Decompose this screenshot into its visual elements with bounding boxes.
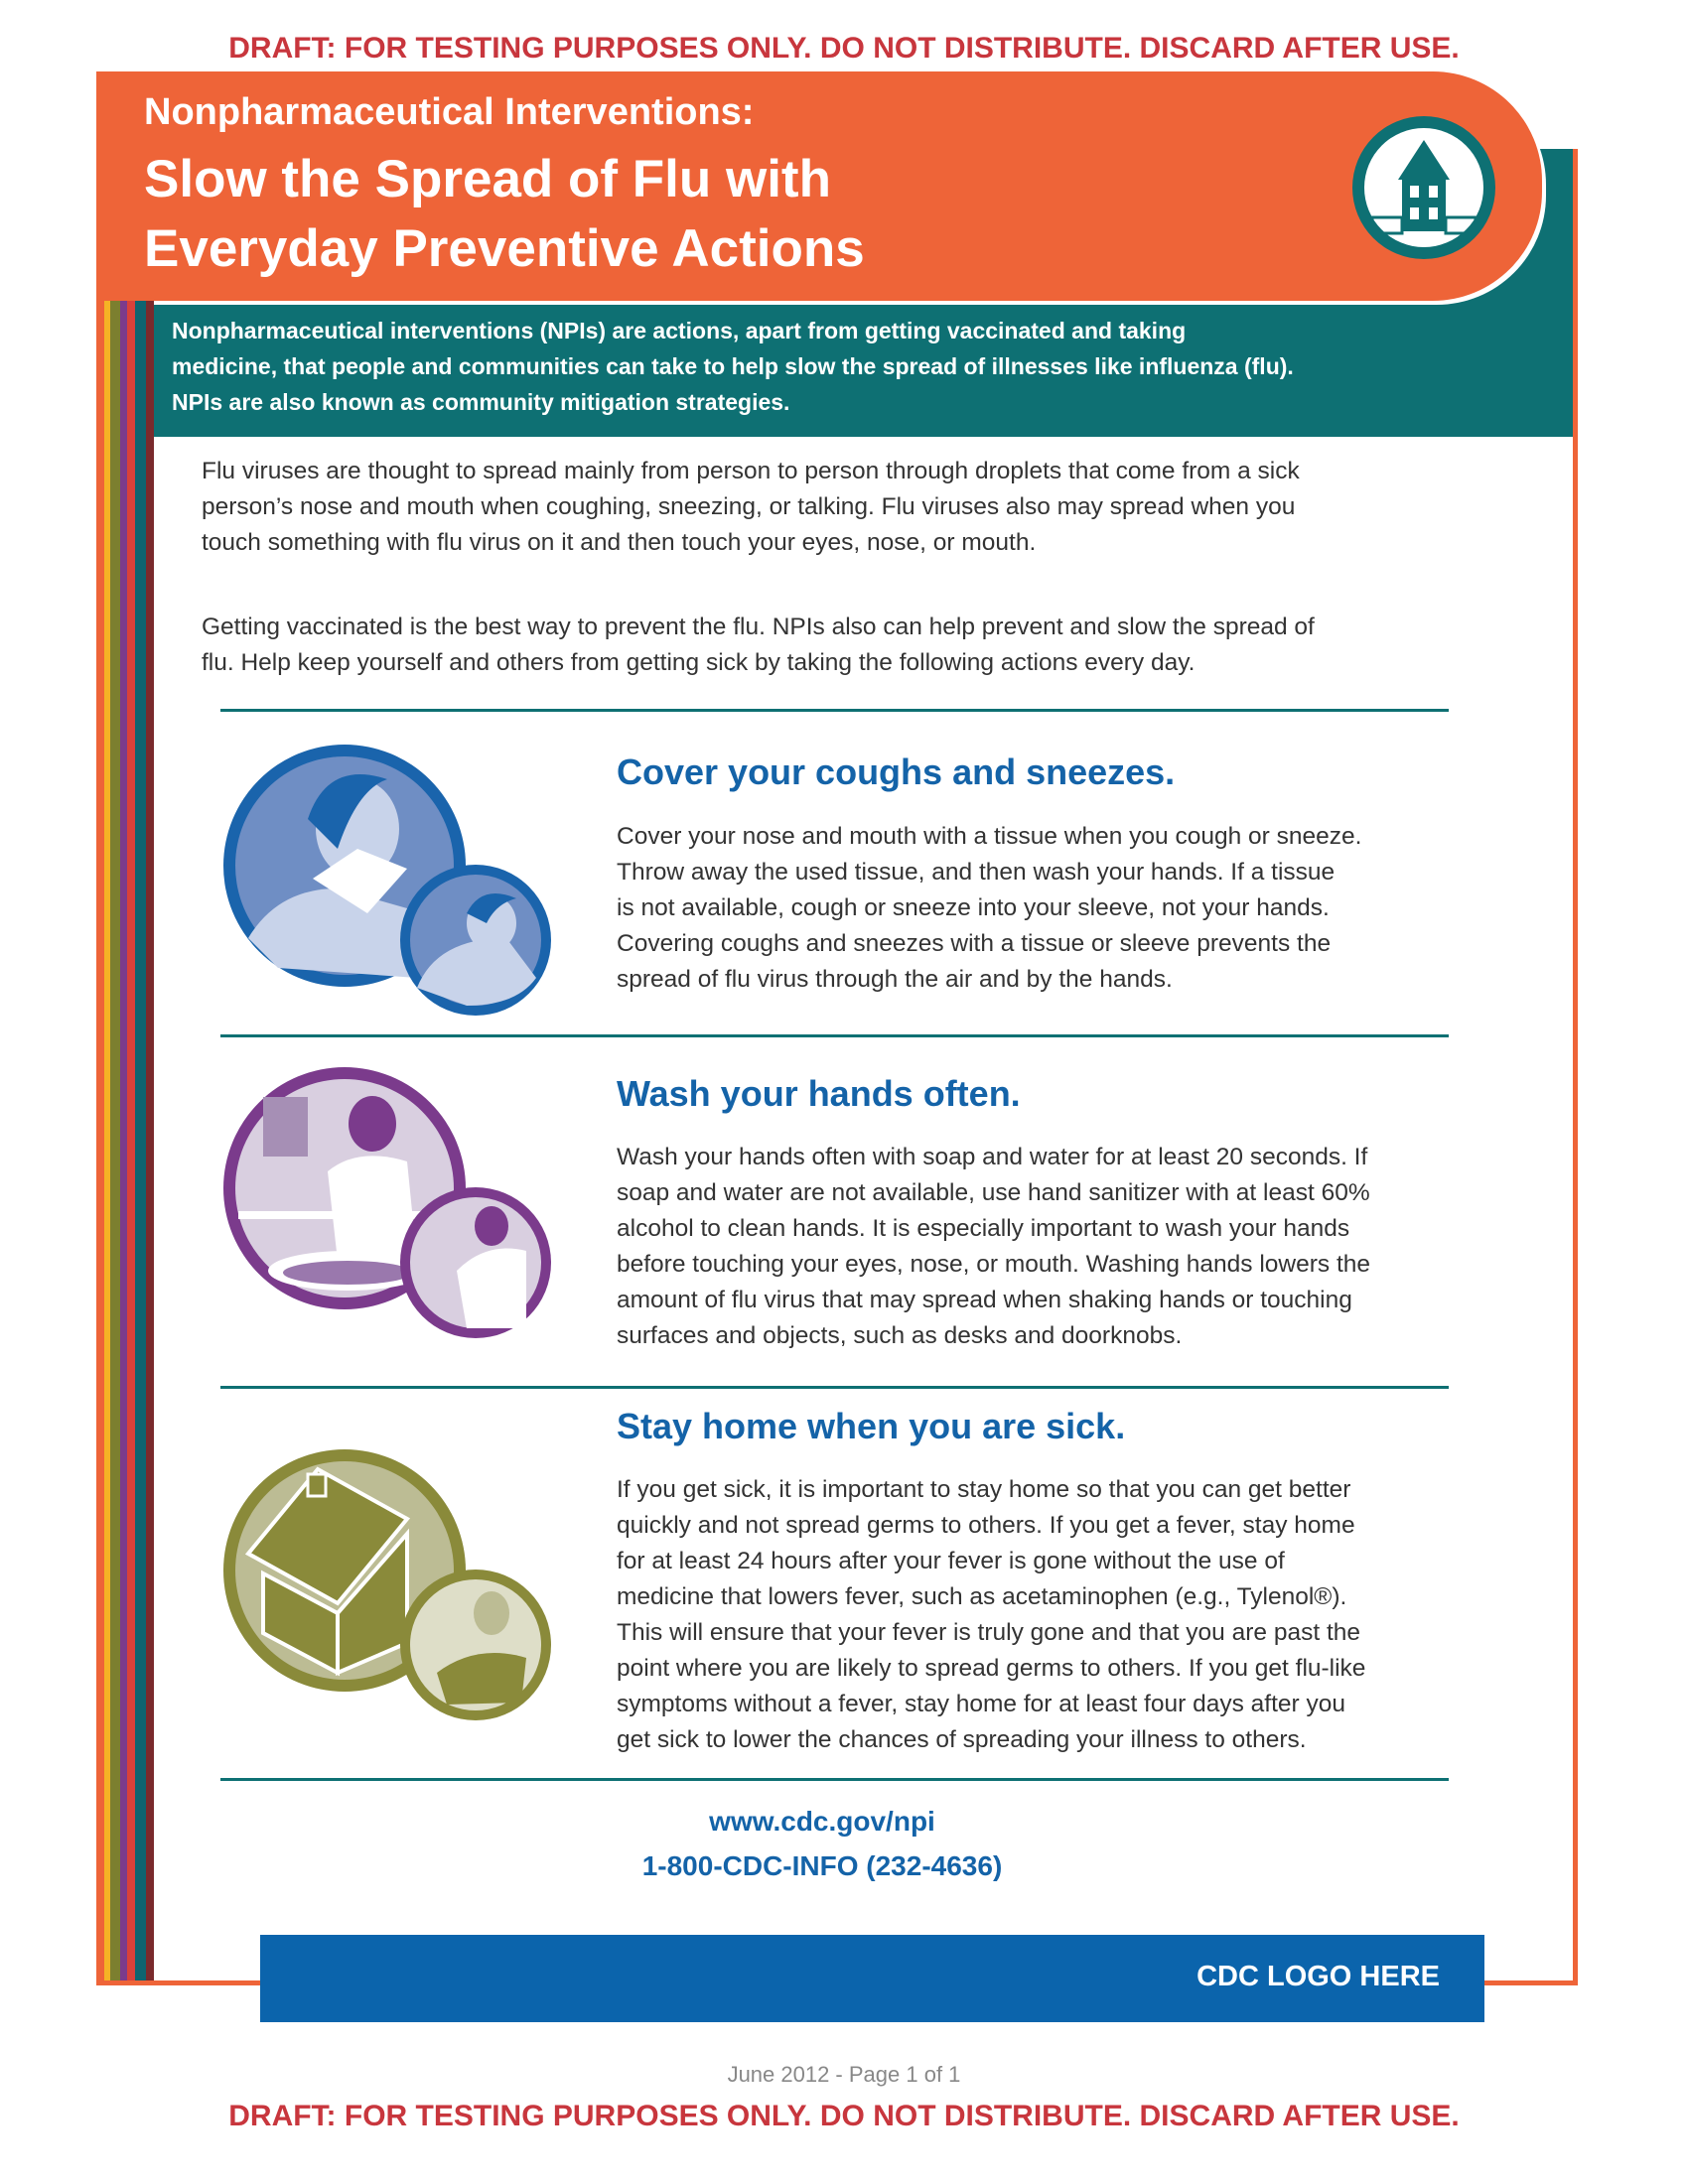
paragraph-2-line: flu. Help keep yourself and others from getting sick by taking the following actions every day. xyxy=(202,649,1196,676)
section-2-line: Wash your hands often with soap and water for at least 20 seconds. If xyxy=(617,1144,1368,1170)
section-3-line: point where you are likely to spread germs to others. If you get flu-like xyxy=(617,1655,1366,1682)
draft-notice-top: DRAFT: FOR TESTING PURPOSES ONLY. DO NOT DISTRIBUTE. DISCARD AFTER USE. xyxy=(228,32,1460,65)
section-2-line: soap and water are not available, use hand sanitizer with at least 60% xyxy=(617,1179,1370,1206)
section-divider xyxy=(220,709,1449,712)
section-3-line: This will ensure that your fever is truly gone and that you are past the xyxy=(617,1619,1361,1646)
section-divider xyxy=(220,1778,1449,1781)
section-2-line: surfaces and objects, such as desks and doorknobs. xyxy=(617,1322,1183,1349)
header-title-line-1: Slow the Spread of Flu with xyxy=(144,150,831,208)
intro-line-3: NPIs are also known as community mitigation strategies. xyxy=(172,389,790,415)
section-3-line: for at least 24 hours after your fever is gone without the use of xyxy=(617,1548,1285,1574)
section-2-line: before touching your eyes, nose, or mouth. Washing hands lowers the xyxy=(617,1251,1371,1278)
footer-date-page: June 2012 - Page 1 of 1 xyxy=(727,2062,961,2087)
section-heading-stay-home: Stay home when you are sick. xyxy=(617,1406,1126,1446)
section-1-line: spread of flu virus through the air and by the hands. xyxy=(617,966,1173,993)
section-1-line: Throw away the used tissue, and then wash your hands. If a tissue xyxy=(617,859,1336,886)
paragraph-1-line: person’s nose and mouth when coughing, sneezing, or talking. Flu viruses also may spread when you xyxy=(202,493,1296,520)
draft-notice-bottom: DRAFT: FOR TESTING PURPOSES ONLY. DO NOT DISTRIBUTE. DISCARD AFTER USE. xyxy=(228,2100,1460,2132)
section-2-line: amount of flu virus that may spread when shaking hands or touching xyxy=(617,1287,1352,1313)
section-1-line: Covering coughs and sneezes with a tissue or sleeve prevents the xyxy=(617,930,1332,957)
section-heading-wash-hands: Wash your hands often. xyxy=(617,1073,1021,1114)
section-heading-cover-coughs: Cover your coughs and sneezes. xyxy=(617,751,1176,792)
paragraph-1-line: Flu viruses are thought to spread mainly from person to person through droplets that come from a sick xyxy=(202,458,1300,484)
house-icon xyxy=(1350,114,1497,261)
section-3-line: medicine that lowers fever, such as acetaminophen (e.g., Tylenol®). xyxy=(617,1583,1347,1610)
section-1-line: is not available, cough or sneeze into your sleeve, not your hands. xyxy=(617,894,1330,921)
section-3-line: get sick to lower the chances of spreading your illness to others. xyxy=(617,1726,1307,1753)
header-title-line-2: Everyday Preventive Actions xyxy=(144,219,865,278)
section-3-line: symptoms without a fever, stay home for at least four days after you xyxy=(617,1691,1345,1717)
section-1-line: Cover your nose and mouth with a tissue when you cough or sneeze. xyxy=(617,823,1362,850)
logo-placeholder: CDC LOGO HERE xyxy=(1196,1961,1440,1992)
section-2-line: alcohol to clean hands. It is especially important to wash your hands xyxy=(617,1215,1350,1242)
paragraph-2-line: Getting vaccinated is the best way to prevent the flu. NPIs also can help prevent and slow the spread of xyxy=(202,614,1315,640)
intro-line-1: Nonpharmaceutical interventions (NPIs) are actions, apart from getting vaccinated and taking xyxy=(172,318,1187,343)
stay-home-illustration xyxy=(218,1444,556,1752)
handwashing-illustration xyxy=(218,1062,556,1370)
decorative-stripes xyxy=(96,301,154,1980)
website-link[interactable]: www.cdc.gov/npi xyxy=(709,1806,935,1837)
paragraph-1-line: touch something with flu virus on it and then touch your eyes, nose, or mouth. xyxy=(202,529,1037,556)
section-divider xyxy=(220,1386,1449,1389)
phone-number: 1-800-CDC-INFO (232-4636) xyxy=(641,1850,1003,1881)
cough-sneeze-illustration xyxy=(218,740,556,1047)
frame-border-right xyxy=(1573,149,1578,1985)
header-subtitle: Nonpharmaceutical Interventions: xyxy=(144,91,755,133)
section-3-line: quickly and not spread germs to others. If you get a fever, stay home xyxy=(617,1512,1355,1539)
intro-line-2: medicine, that people and communities can take to help slow the spread of illnesses like influenza (flu). xyxy=(172,353,1294,379)
section-3-line: If you get sick, it is important to stay home so that you can get better xyxy=(617,1476,1351,1503)
logo-bar xyxy=(260,1935,1484,2022)
